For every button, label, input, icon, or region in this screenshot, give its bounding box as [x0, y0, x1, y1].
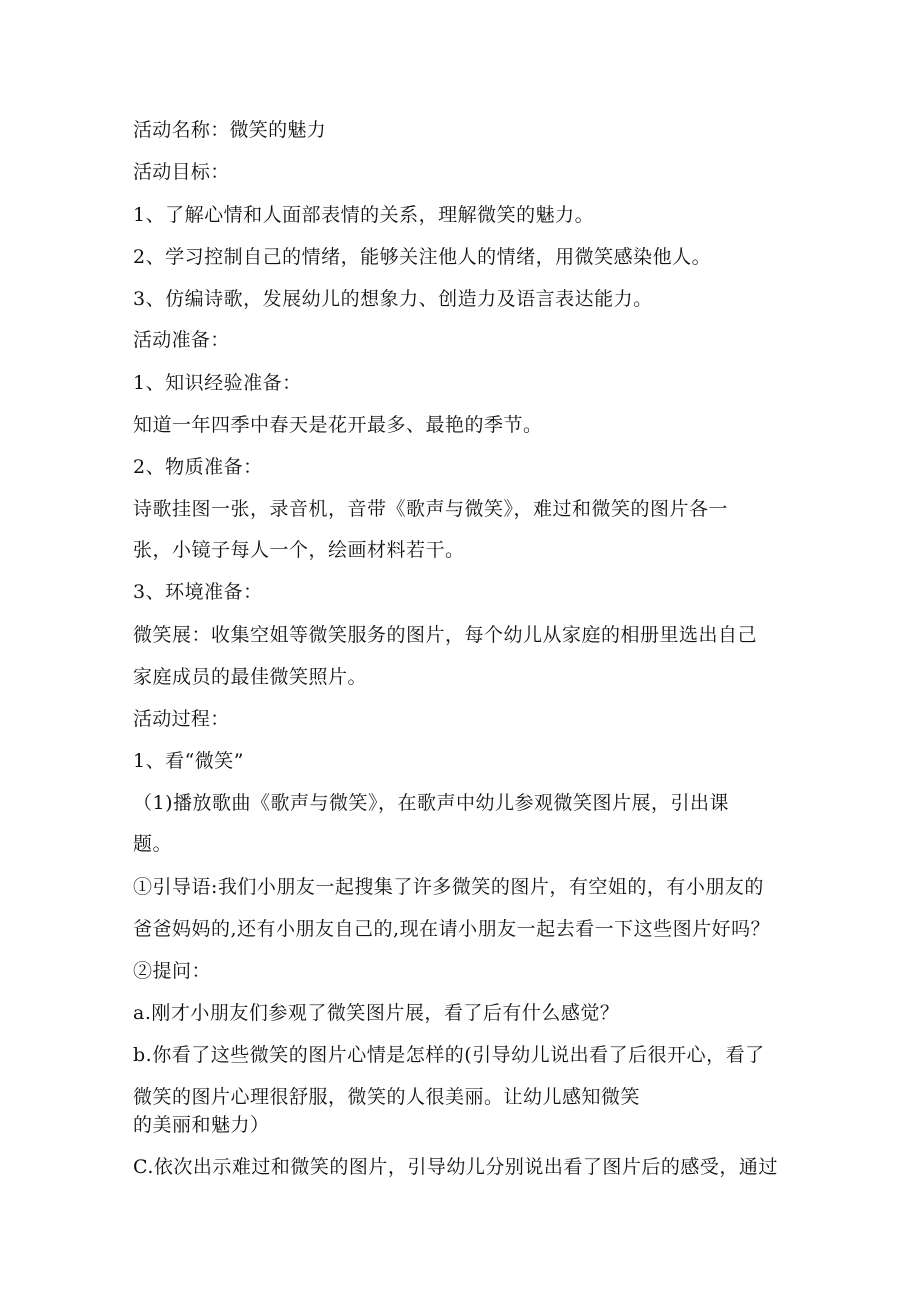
- guide-text: 爸爸妈妈的,还有小朋友自己的,现在请小朋友一起去看一下这些图片好吗？: [133, 918, 771, 940]
- goal-item: 2、学习控制自己的情绪，能够关注他人的情绪，用微笑感染他人。: [133, 246, 712, 268]
- activity-name: 活动名称：微笑的魅力: [133, 119, 327, 141]
- material-title: 2、物质准备：: [133, 456, 263, 478]
- step1-1-text: 题。: [133, 833, 173, 855]
- step1-1-text: （1)播放歌曲《歌声与微笑》，在歌声中幼儿参观微笑图片展，引出课: [133, 792, 730, 814]
- question-b: 的美丽和魅力）: [133, 1114, 270, 1136]
- environment-text: 微笑展：收集空姐等微笑服务的图片，每个幼儿从家庭的相册里选出自己: [133, 624, 758, 646]
- question-c: C.依次出示难过和微笑的图片，引导幼儿分别说出看了图片后的感受，通过: [133, 1156, 778, 1178]
- guide-text: ①引导语:我们小朋友一起搜集了许多微笑的图片，有空姐的，有小朋友的: [133, 876, 764, 898]
- question-a: a.刚才小朋友们参观了微笑图片展，看了后有什么感觉？: [133, 1002, 620, 1024]
- environment-title: 3、环境准备：: [133, 581, 263, 603]
- knowledge-title: 1、知识经验准备：: [133, 372, 302, 394]
- step1-title: 1、看“微笑”: [133, 750, 245, 772]
- process-heading: 活动过程：: [133, 708, 230, 730]
- material-text: 诗歌挂图一张，录音机，音带《歌声与微笑》，难过和微笑的图片各一: [133, 498, 729, 520]
- question-b: 微笑的图片心理很舒服，微笑的人很美丽。让幼儿感知微笑: [133, 1086, 641, 1108]
- preparation-heading: 活动准备：: [133, 329, 230, 351]
- knowledge-text: 知道一年四季中春天是花开最多、最艳的季节。: [133, 414, 543, 436]
- goals-heading: 活动目标：: [133, 161, 230, 183]
- environment-text: 家庭成员的最佳微笑照片。: [133, 666, 368, 688]
- material-text: 张，小镜子每人一个，绘画材料若干。: [133, 539, 465, 561]
- question-title: ②提问：: [133, 960, 212, 982]
- goal-item: 3、仿编诗歌，发展幼儿的想象力、创造力及语言表达能力。: [133, 288, 653, 310]
- goal-item: 1、了解心情和人面部表情的关系，理解微笑的魅力。: [133, 204, 595, 226]
- question-b: b.你看了这些微笑的图片心情是怎样的(引导幼儿说出看了后很开心，看了: [133, 1044, 765, 1066]
